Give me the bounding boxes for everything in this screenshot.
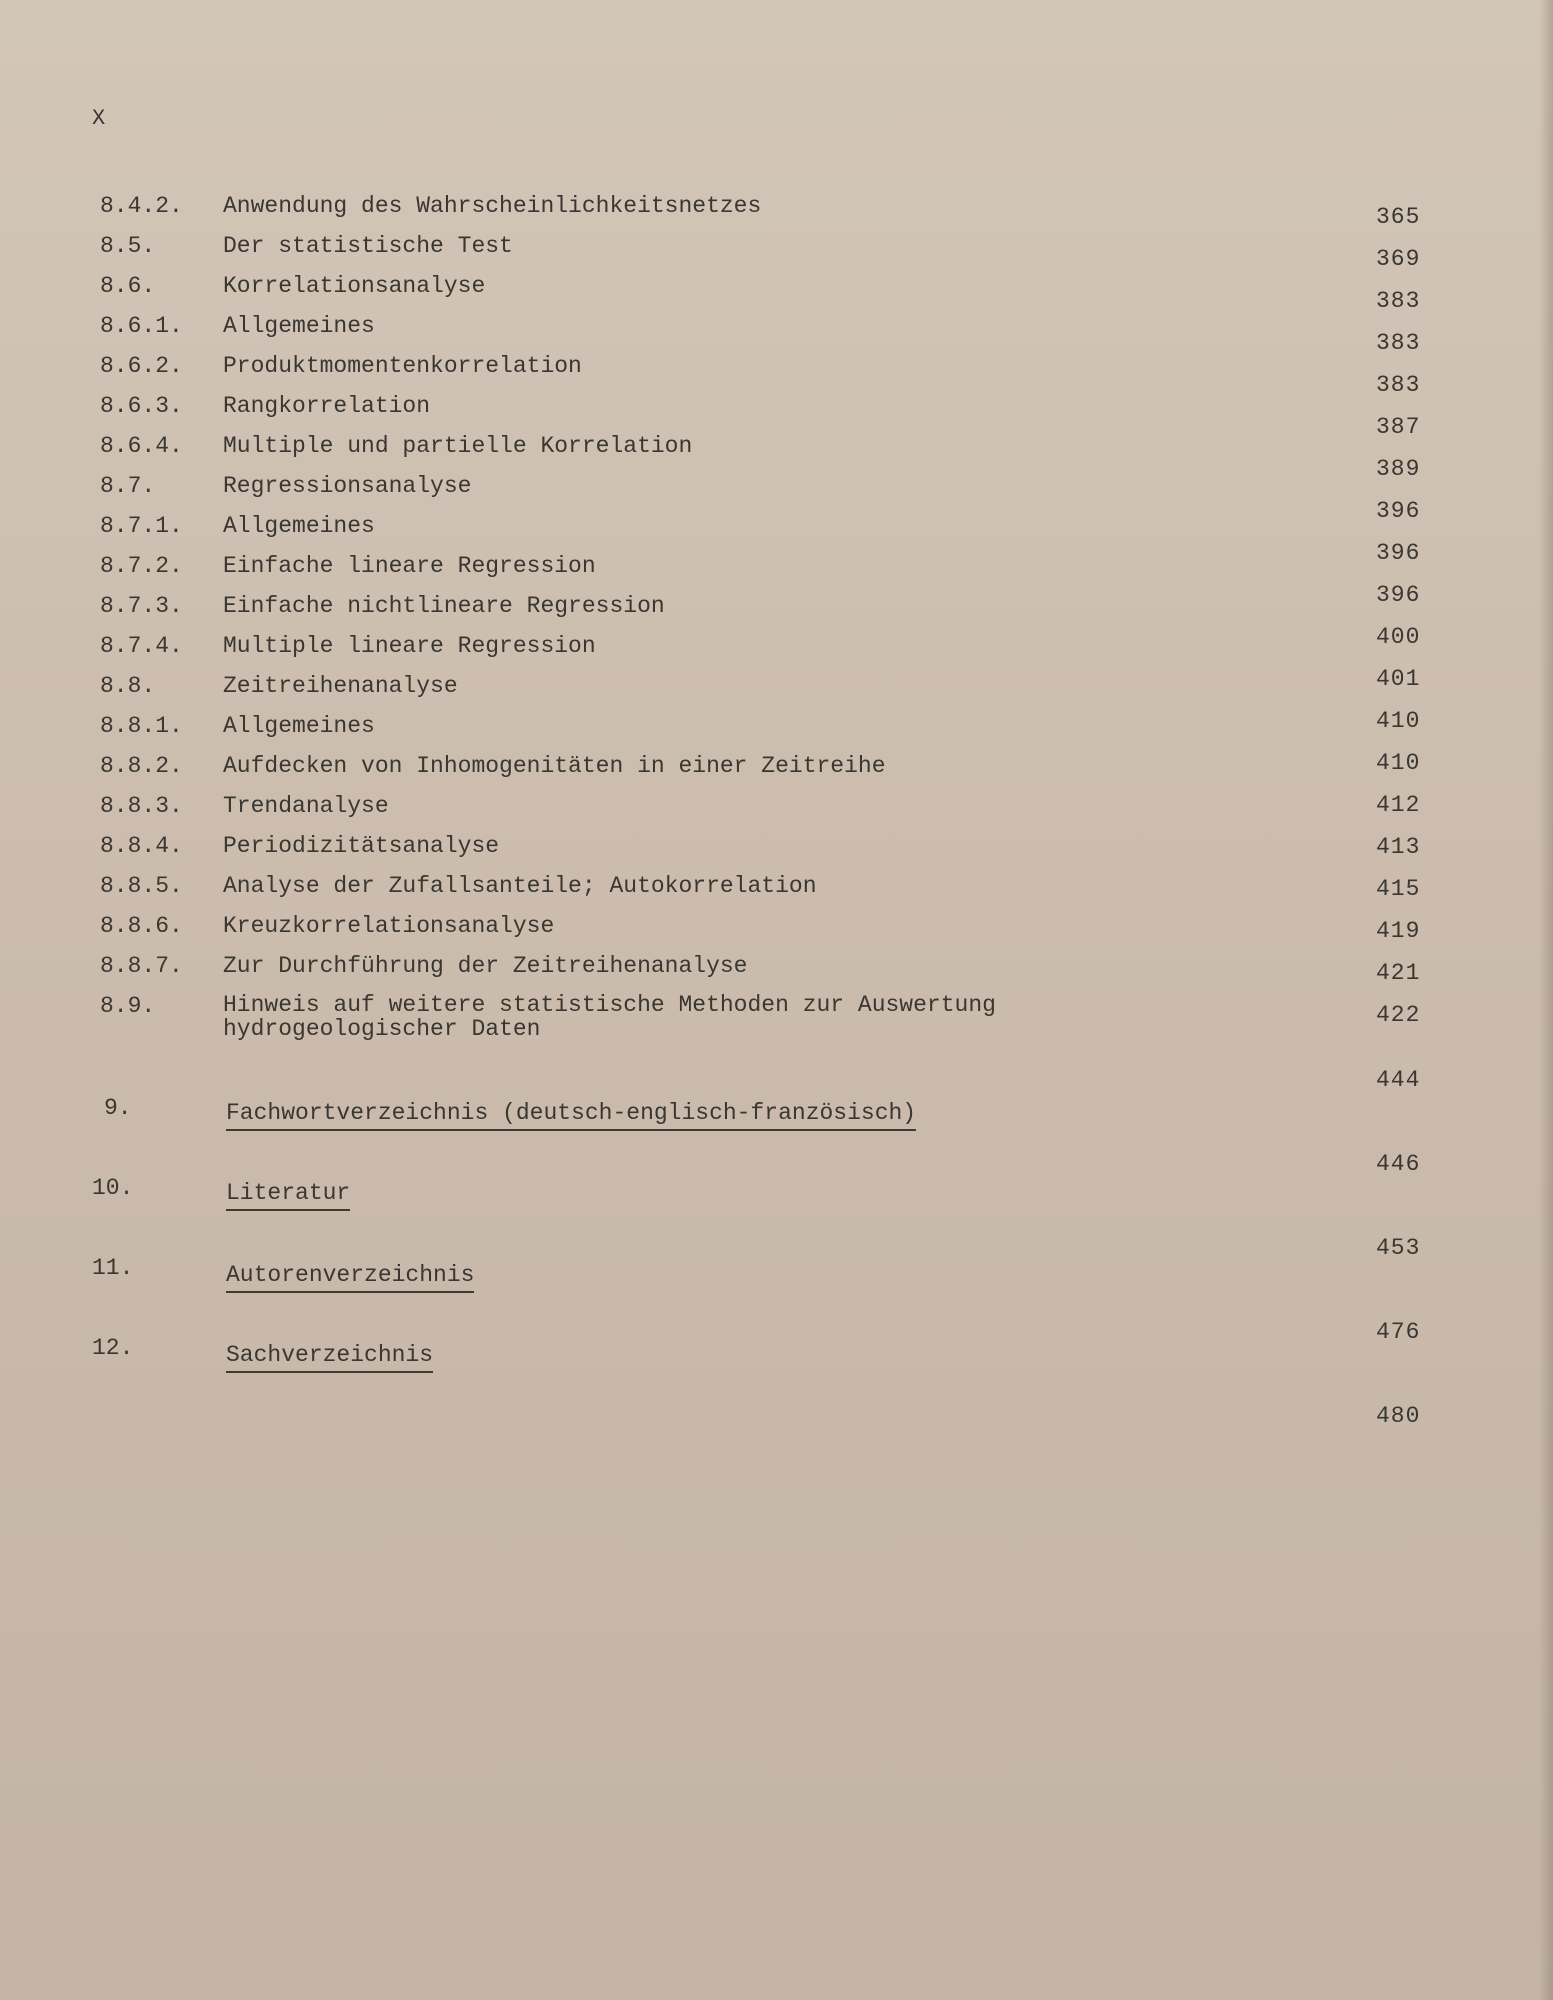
toc-title: Zur Durchführung der Zeitreihenanalyse xyxy=(223,953,748,979)
toc-number: 9. xyxy=(104,1095,132,1121)
page-number: 453 xyxy=(1376,1235,1421,1261)
page-number: 421 xyxy=(1376,960,1421,986)
toc-number: 8.4.2. xyxy=(100,193,183,219)
toc-number: 8.6.1. xyxy=(100,313,183,339)
page-number: 476 xyxy=(1376,1319,1421,1345)
toc-title: Aufdecken von Inhomogenitäten in einer Zeitreihe xyxy=(223,753,886,779)
page-number: 415 xyxy=(1376,876,1421,902)
toc-number: 8.8.4. xyxy=(100,833,183,859)
page-number: 410 xyxy=(1376,750,1421,776)
toc-title: Regressionsanalyse xyxy=(223,473,472,499)
toc-title: Zeitreihenanalyse xyxy=(223,673,458,699)
page-number: 422 xyxy=(1376,1002,1421,1028)
toc-number: 8.7.1. xyxy=(100,513,183,539)
page-number: 369 xyxy=(1376,246,1421,272)
toc-number: 8.9. xyxy=(100,993,156,1019)
toc-title: Kreuzkorrelationsanalyse xyxy=(223,913,555,939)
page-number: 396 xyxy=(1376,540,1421,566)
page-number: 400 xyxy=(1376,624,1421,650)
page-number: 387 xyxy=(1376,414,1421,440)
page-number: 396 xyxy=(1376,582,1421,608)
page-number: 383 xyxy=(1376,372,1421,398)
toc-number: 8.7.2. xyxy=(100,553,183,579)
chapter-title: Autorenverzeichnis xyxy=(226,1262,474,1293)
page-number: 396 xyxy=(1376,498,1421,524)
toc-title: Allgemeines xyxy=(223,513,375,539)
toc-number: 8.8.7. xyxy=(100,953,183,979)
toc-number: 12. xyxy=(92,1335,134,1361)
toc-number: 8.7. xyxy=(100,473,156,499)
chapter-title: Literatur xyxy=(226,1180,350,1211)
page-number: 365 xyxy=(1376,204,1421,230)
page-number: 401 xyxy=(1376,666,1421,692)
page-number: 389 xyxy=(1376,456,1421,482)
chapter-title: Fachwortverzeichnis (deutsch-englisch-französisch) xyxy=(226,1100,916,1131)
toc-title: Der statistische Test xyxy=(223,233,513,259)
toc-number: 8.6. xyxy=(100,273,156,299)
toc-number: 8.6.3. xyxy=(100,393,183,419)
page-number: 410 xyxy=(1376,708,1421,734)
toc-number: 8.7.4. xyxy=(100,633,183,659)
page-number: 383 xyxy=(1376,288,1421,314)
toc-number: 8.8.6. xyxy=(100,913,183,939)
toc-number: 8.7.3. xyxy=(100,593,183,619)
toc-title: Allgemeines xyxy=(223,713,375,739)
toc-number: 8.6.4. xyxy=(100,433,183,459)
toc-title: Analyse der Zufallsanteile; Autokorrelation xyxy=(223,873,817,899)
toc-number: 8.8.1. xyxy=(100,713,183,739)
toc-number: 8.8. xyxy=(100,673,156,699)
page-number: 413 xyxy=(1376,834,1421,860)
toc-title: Multiple lineare Regression xyxy=(223,633,596,659)
toc-title: Anwendung des Wahrscheinlichkeitsnetzes xyxy=(223,193,762,219)
page-number: 383 xyxy=(1376,330,1421,356)
toc-number: 8.8.2. xyxy=(100,753,183,779)
page-marker: X xyxy=(92,106,106,131)
toc-number: 10. xyxy=(92,1175,134,1201)
page-edge-shadow xyxy=(1539,0,1553,2000)
toc-title: Trendanalyse xyxy=(223,793,389,819)
page-number: 446 xyxy=(1376,1151,1421,1177)
toc-number: 8.6.2. xyxy=(100,353,183,379)
page-number: 419 xyxy=(1376,918,1421,944)
toc-title: Produktmomentenkorrelation xyxy=(223,353,582,379)
toc-number: 8.8.3. xyxy=(100,793,183,819)
toc-number: 11. xyxy=(92,1255,134,1281)
toc-title: Allgemeines xyxy=(223,313,375,339)
toc-title: Rangkorrelation xyxy=(223,393,431,419)
toc-number: 8.8.5. xyxy=(100,873,183,899)
toc-title: Einfache nichtlineare Regression xyxy=(223,593,665,619)
page-number: 412 xyxy=(1376,792,1421,818)
page-number: 480 xyxy=(1376,1403,1421,1429)
toc-number: 8.5. xyxy=(100,233,156,259)
toc-title: Einfache lineare Regression xyxy=(223,553,596,579)
toc-title: Periodizitätsanalyse xyxy=(223,833,500,859)
toc-title: Hinweis auf weitere statistische Methoden zur Auswertung hydrogeologischer Daten xyxy=(223,992,996,1042)
chapter-title: Sachverzeichnis xyxy=(226,1342,433,1373)
toc-title: Korrelationsanalyse xyxy=(223,273,486,299)
page-number: 444 xyxy=(1376,1067,1421,1093)
toc-title: Multiple und partielle Korrelation xyxy=(223,433,693,459)
